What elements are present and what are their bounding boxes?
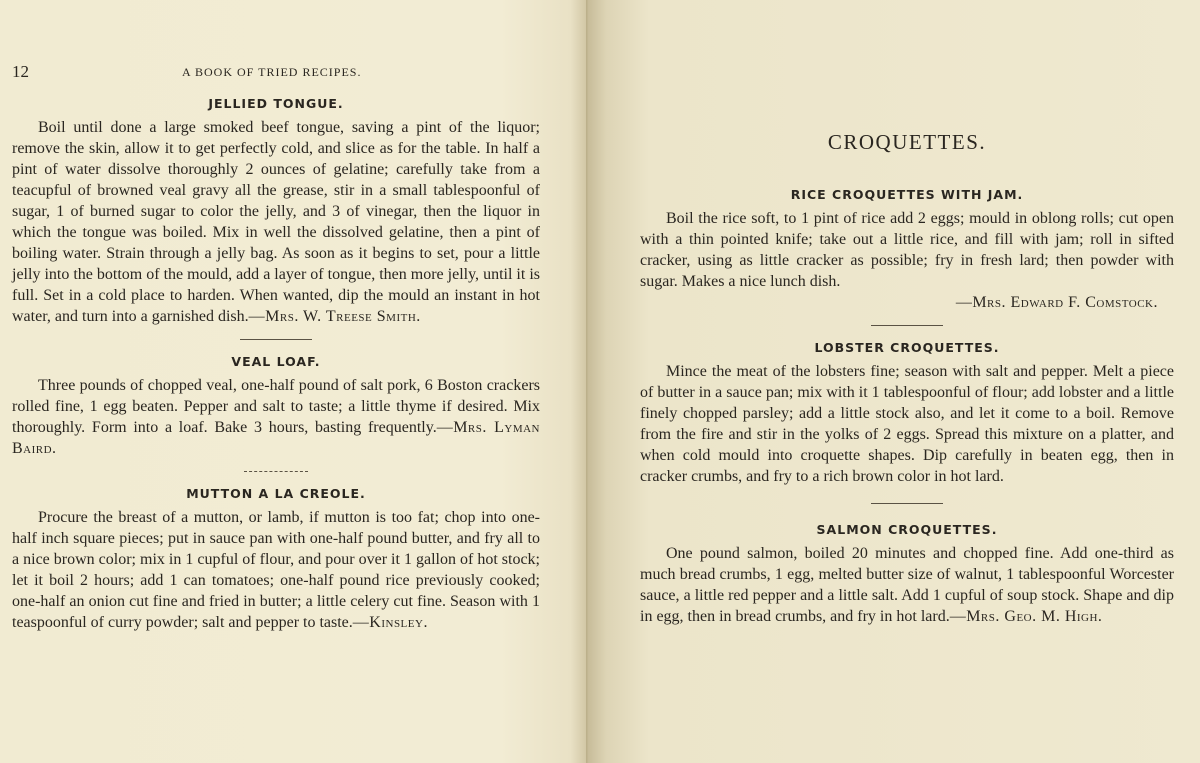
section-title: CROQUETTES. bbox=[827, 130, 987, 154]
recipe-jellied-tongue bbox=[12, 96, 540, 327]
recipe-attribution: —Mrs. W. Treese Smith. bbox=[248, 308, 421, 325]
recipe-body: Boil until done a large smoked beef tongue, saving a pint of the liquor; remove the skin, allow it to get perfectly cold, and slice as for the table. In half a pint of water dissolve thoroughly 2 ounces of gelatine; carefully take from a teacupful of browned veal gravy all the grease, stir in a small tablespoonful of sugar, 1 of burned sugar to color the jelly, and 3 of vinegar, then the liquor in which the tongue was boiled. Mix in well the dissolved gelatine, then a pint of boiling water. Strain through a jelly bag. As soon as it begins to set, pour a little jelly into the bottom of the mould, add a layer of tongue, then more jelly, until it is full. Set in a cold place to harden. When wanted, dip the mould an instant in hot water, and turn into a garnished dish.—Mrs. W. Treese Smith. bbox=[12, 119, 540, 325]
left-page bbox=[0, 0, 588, 763]
recipe-attribution: —Mrs. Geo. M. High. bbox=[949, 608, 1103, 625]
recipe-title: SALMON CROQUETTES. bbox=[816, 522, 998, 537]
recipe-lobster-croquettes bbox=[640, 340, 1174, 487]
section-divider bbox=[244, 471, 308, 472]
recipe-body: One pound salmon, boiled 20 minutes and chopped fine. Add one-third as much bread crumbs, 1 egg, melted butter size of walnut, 1 tablespoonful Worcester sauce, a little red pepper and a little salt. Add 1 cupful of soup stock. Shape and dip in egg, then in bread crumbs, and fry in hot lard.—Mrs. Geo. M. High. bbox=[640, 545, 1174, 625]
recipe-attribution: —Mrs. Lyman Baird. bbox=[12, 419, 540, 457]
recipe-body: Boil the rice soft, to 1 pint of rice add 2 eggs; mould in oblong rolls; cut open with a thin pointed knife; take out a little rice, and fill with jam; roll in sifted cracker, using as little cracker as possible; fry in fresh lard; then powder with sugar. Makes a nice lunch dish. —Mrs. Edward F. Comstock. bbox=[640, 210, 1174, 311]
recipe-veal-loaf bbox=[12, 354, 540, 459]
recipe-attribution: —Mrs. Edward F. Comstock. bbox=[955, 294, 1158, 311]
right-page bbox=[588, 0, 1200, 763]
left-column bbox=[12, 96, 540, 633]
recipe-title: VEAL LOAF. bbox=[231, 354, 321, 369]
recipe-title: JELLIED TONGUE. bbox=[208, 96, 344, 111]
right-column bbox=[640, 130, 1174, 627]
recipe-rice-croquettes bbox=[640, 187, 1174, 313]
recipe-salmon-croquettes bbox=[640, 522, 1174, 627]
recipe-body: Mince the meat of the lobsters fine; season with salt and pepper. Melt a piece of butter in a sauce pan; mix with it 1 tablespoonful of flour; add lobster and a little finely chopped parsley; add a little stock also, and let it come to a boil. Remove from the fire and stir in the yolks of 2 eggs. Spread this mixture on a platter, and when cold mould into croquette shapes. Dip carefully in beaten egg, then in cracker crumbs, and fry to a rich brown color in hot lard. bbox=[640, 363, 1174, 485]
recipe-title: RICE CROQUETTES WITH JAM. bbox=[790, 187, 1024, 202]
section-divider bbox=[240, 339, 312, 340]
section-divider bbox=[871, 503, 943, 504]
running-head bbox=[12, 62, 542, 84]
page-number: 12 bbox=[12, 62, 29, 81]
running-head-title: A BOOK OF TRIED RECIPES. bbox=[182, 65, 362, 79]
recipe-body: Procure the breast of a mutton, or lamb, if mutton is too fat; chop into one-half inch square pieces; put in sauce pan with one-half pound butter, and fry all to a nice brown color; mix in 1 cupful of flour, and pour over it 1 gallon of hot stock; let it boil 2 hours; add 1 can tomatoes; one-half pound rice previously cooked; one-half an onion cut fine and fried in butter; a little celery cut fine. Season with 1 teaspoonful of curry powder; salt and pepper to taste.—Kinsley. bbox=[12, 509, 540, 631]
section-divider bbox=[871, 325, 943, 326]
recipe-mutton-a-la-creole bbox=[12, 486, 540, 633]
recipe-title: MUTTON A LA CREOLE. bbox=[186, 486, 366, 501]
recipe-title: LOBSTER CROQUETTES. bbox=[814, 340, 1000, 355]
recipe-attribution: —Kinsley. bbox=[352, 614, 428, 631]
recipe-body: Three pounds of chopped veal, one-half pound of salt pork, 6 Boston crackers rolled fine, 1 egg beaten. Pepper and salt to taste; a little thyme if desired. Mix thoroughly. Form into a loaf. Bake 3 hours, basting frequently.—Mrs. Lyman Baird. bbox=[12, 377, 540, 457]
